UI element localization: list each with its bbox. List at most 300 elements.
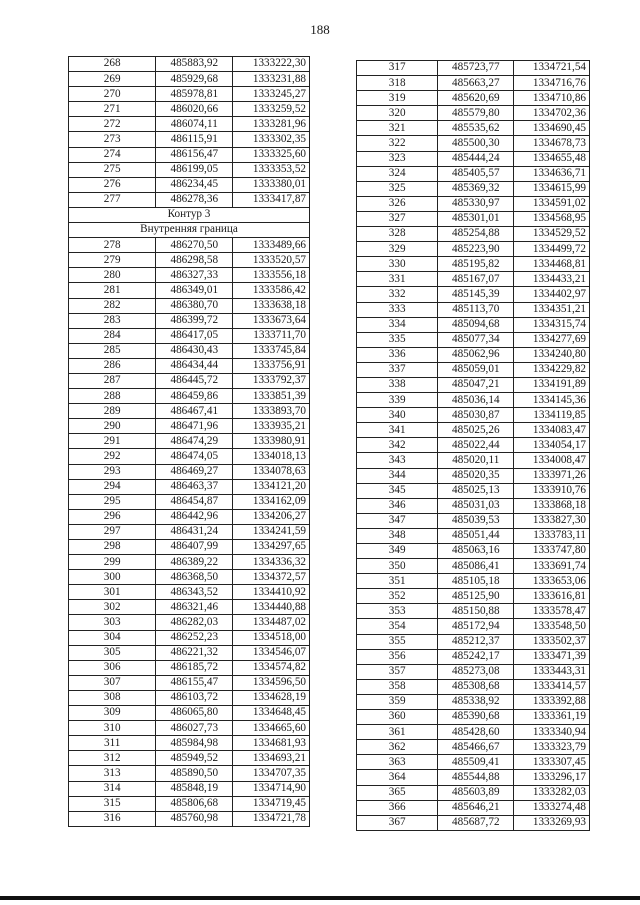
y-coordinate: 1334596,50 xyxy=(233,675,310,690)
point-number: 276 xyxy=(69,177,156,192)
x-coordinate: 485500,30 xyxy=(438,136,514,151)
point-number: 280 xyxy=(69,268,156,283)
table-row xyxy=(69,751,310,766)
x-coordinate: 485369,32 xyxy=(438,181,514,196)
y-coordinate: 1333556,18 xyxy=(233,268,310,283)
point-number: 335 xyxy=(357,332,438,347)
table-row xyxy=(357,227,590,242)
point-number: 345 xyxy=(357,483,438,498)
x-coordinate: 486298,58 xyxy=(156,253,233,268)
x-coordinate: 486155,47 xyxy=(156,675,233,690)
y-coordinate: 1334615,99 xyxy=(514,181,590,196)
table-row xyxy=(357,61,590,76)
table-row xyxy=(69,585,310,600)
x-coordinate: 485405,57 xyxy=(438,166,514,181)
x-coordinate: 486389,22 xyxy=(156,555,233,570)
table-row xyxy=(69,283,310,298)
y-coordinate: 1334008,47 xyxy=(514,453,590,468)
point-number: 277 xyxy=(69,192,156,207)
table-row xyxy=(357,453,590,468)
table-row xyxy=(357,91,590,106)
point-number: 273 xyxy=(69,132,156,147)
point-number: 348 xyxy=(357,528,438,543)
table-row xyxy=(69,87,310,102)
table-row xyxy=(357,544,590,559)
y-coordinate: 1334315,74 xyxy=(514,317,590,332)
table-row xyxy=(357,196,590,211)
y-coordinate: 1334468,81 xyxy=(514,257,590,272)
x-coordinate: 485025,13 xyxy=(438,483,514,498)
x-coordinate: 486467,41 xyxy=(156,404,233,419)
y-coordinate: 1333361,19 xyxy=(514,710,590,725)
table-row xyxy=(69,358,310,373)
point-number: 366 xyxy=(357,800,438,815)
y-coordinate: 1333471,39 xyxy=(514,649,590,664)
y-coordinate: 1334568,95 xyxy=(514,211,590,226)
x-coordinate: 485687,72 xyxy=(438,815,514,830)
table-row xyxy=(69,615,310,630)
y-coordinate: 1334336,32 xyxy=(233,555,310,570)
table-row xyxy=(69,570,310,585)
table-row xyxy=(357,800,590,815)
point-number: 330 xyxy=(357,257,438,272)
table-row xyxy=(357,317,590,332)
table-row xyxy=(69,555,310,570)
y-coordinate: 1334410,92 xyxy=(233,585,310,600)
y-coordinate: 1333325,60 xyxy=(233,147,310,162)
point-number: 319 xyxy=(357,91,438,106)
x-coordinate: 486270,50 xyxy=(156,238,233,253)
x-coordinate: 485150,88 xyxy=(438,604,514,619)
table-row xyxy=(69,57,310,72)
point-number: 320 xyxy=(357,106,438,121)
x-coordinate: 485338,92 xyxy=(438,694,514,709)
point-number: 337 xyxy=(357,362,438,377)
table-row xyxy=(357,694,590,709)
table-row xyxy=(357,347,590,362)
x-coordinate: 485535,62 xyxy=(438,121,514,136)
table-row xyxy=(69,268,310,283)
x-coordinate: 485036,14 xyxy=(438,393,514,408)
table-row xyxy=(357,287,590,302)
x-coordinate: 485031,03 xyxy=(438,498,514,513)
y-coordinate: 1334716,76 xyxy=(514,76,590,91)
y-coordinate: 1333392,88 xyxy=(514,694,590,709)
point-number: 271 xyxy=(69,102,156,117)
x-coordinate: 486321,46 xyxy=(156,600,233,615)
point-number: 342 xyxy=(357,438,438,453)
table-row xyxy=(357,76,590,91)
x-coordinate: 486252,23 xyxy=(156,630,233,645)
point-number: 336 xyxy=(357,347,438,362)
x-coordinate: 486074,11 xyxy=(156,117,233,132)
table-row xyxy=(357,740,590,755)
table-row xyxy=(357,710,590,725)
point-number: 331 xyxy=(357,272,438,287)
table-row xyxy=(357,136,590,151)
point-number: 305 xyxy=(69,645,156,660)
point-number: 272 xyxy=(69,117,156,132)
x-coordinate: 486115,91 xyxy=(156,132,233,147)
x-coordinate: 485039,53 xyxy=(438,513,514,528)
x-coordinate: 485273,08 xyxy=(438,664,514,679)
point-number: 362 xyxy=(357,740,438,755)
x-coordinate: 486199,05 xyxy=(156,162,233,177)
table-row xyxy=(357,377,590,392)
x-coordinate: 486027,73 xyxy=(156,721,233,736)
point-number: 301 xyxy=(69,585,156,600)
x-coordinate: 486349,01 xyxy=(156,283,233,298)
point-number: 314 xyxy=(69,781,156,796)
point-number: 344 xyxy=(357,468,438,483)
table-row xyxy=(357,604,590,619)
table-row xyxy=(357,483,590,498)
x-coordinate: 485883,92 xyxy=(156,57,233,72)
table-row xyxy=(69,690,310,705)
x-coordinate: 485063,16 xyxy=(438,544,514,559)
y-coordinate: 1334665,60 xyxy=(233,721,310,736)
table-row xyxy=(357,679,590,694)
y-coordinate: 1334229,82 xyxy=(514,362,590,377)
y-coordinate: 1333756,91 xyxy=(233,358,310,373)
x-coordinate: 486442,96 xyxy=(156,509,233,524)
x-coordinate: 486474,05 xyxy=(156,449,233,464)
point-number: 323 xyxy=(357,151,438,166)
table-row xyxy=(69,660,310,675)
table-row xyxy=(69,706,310,721)
x-coordinate: 486459,86 xyxy=(156,389,233,404)
x-coordinate: 485105,18 xyxy=(438,574,514,589)
table-row xyxy=(357,438,590,453)
section-header: Внутренняя граница xyxy=(69,223,310,238)
table-row xyxy=(69,177,310,192)
table-row xyxy=(357,770,590,785)
x-coordinate: 485509,41 xyxy=(438,755,514,770)
x-coordinate: 485047,21 xyxy=(438,377,514,392)
x-coordinate: 486474,29 xyxy=(156,434,233,449)
table-row xyxy=(357,408,590,423)
x-coordinate: 486065,80 xyxy=(156,706,233,721)
x-coordinate: 486445,72 xyxy=(156,373,233,388)
x-coordinate: 486399,72 xyxy=(156,313,233,328)
x-coordinate: 485579,80 xyxy=(438,106,514,121)
table-row xyxy=(69,389,310,404)
section-header-row xyxy=(69,207,310,222)
y-coordinate: 1333269,93 xyxy=(514,815,590,830)
y-coordinate: 1333281,96 xyxy=(233,117,310,132)
x-coordinate: 485172,94 xyxy=(438,619,514,634)
y-coordinate: 1333980,91 xyxy=(233,434,310,449)
x-coordinate: 485167,07 xyxy=(438,272,514,287)
point-number: 333 xyxy=(357,302,438,317)
table-row xyxy=(69,630,310,645)
point-number: 347 xyxy=(357,513,438,528)
x-coordinate: 485646,21 xyxy=(438,800,514,815)
x-coordinate: 486103,72 xyxy=(156,690,233,705)
y-coordinate: 1334145,36 xyxy=(514,393,590,408)
table-row xyxy=(69,192,310,207)
x-coordinate: 486430,43 xyxy=(156,343,233,358)
x-coordinate: 486156,47 xyxy=(156,147,233,162)
y-coordinate: 1334499,72 xyxy=(514,242,590,257)
point-number: 353 xyxy=(357,604,438,619)
y-coordinate: 1334721,54 xyxy=(514,61,590,76)
x-coordinate: 486380,70 xyxy=(156,298,233,313)
point-number: 338 xyxy=(357,377,438,392)
table-row xyxy=(69,419,310,434)
y-coordinate: 1334636,71 xyxy=(514,166,590,181)
point-number: 316 xyxy=(69,811,156,826)
table-row xyxy=(357,619,590,634)
table-row xyxy=(357,423,590,438)
table-row xyxy=(69,766,310,781)
y-coordinate: 1333274,48 xyxy=(514,800,590,815)
point-number: 312 xyxy=(69,751,156,766)
table-row xyxy=(69,373,310,388)
section-header-row xyxy=(69,223,310,238)
x-coordinate: 485094,68 xyxy=(438,317,514,332)
table-row xyxy=(69,540,310,555)
point-number: 285 xyxy=(69,343,156,358)
x-coordinate: 486471,96 xyxy=(156,419,233,434)
table-row xyxy=(357,574,590,589)
y-coordinate: 1333578,47 xyxy=(514,604,590,619)
point-number: 359 xyxy=(357,694,438,709)
table-row xyxy=(69,796,310,811)
x-coordinate: 485984,98 xyxy=(156,736,233,751)
y-coordinate: 1333417,87 xyxy=(233,192,310,207)
point-number: 364 xyxy=(357,770,438,785)
point-number: 306 xyxy=(69,660,156,675)
y-coordinate: 1333827,30 xyxy=(514,513,590,528)
x-coordinate: 485025,26 xyxy=(438,423,514,438)
x-coordinate: 485620,69 xyxy=(438,91,514,106)
y-coordinate: 1334078,63 xyxy=(233,464,310,479)
table-row xyxy=(69,162,310,177)
y-coordinate: 1334240,80 xyxy=(514,347,590,362)
table-row xyxy=(69,464,310,479)
x-coordinate: 486417,05 xyxy=(156,328,233,343)
x-coordinate: 485051,44 xyxy=(438,528,514,543)
y-coordinate: 1333245,27 xyxy=(233,87,310,102)
table-row xyxy=(357,468,590,483)
y-coordinate: 1333783,11 xyxy=(514,528,590,543)
y-coordinate: 1333893,70 xyxy=(233,404,310,419)
coordinates-table-right xyxy=(356,60,590,831)
table-row xyxy=(69,328,310,343)
y-coordinate: 1333971,26 xyxy=(514,468,590,483)
point-number: 343 xyxy=(357,453,438,468)
table-row xyxy=(357,211,590,226)
table-row xyxy=(357,785,590,800)
x-coordinate: 486234,45 xyxy=(156,177,233,192)
y-coordinate: 1333691,74 xyxy=(514,559,590,574)
x-coordinate: 486343,52 xyxy=(156,585,233,600)
point-number: 367 xyxy=(357,815,438,830)
y-coordinate: 1333638,18 xyxy=(233,298,310,313)
table-row xyxy=(69,449,310,464)
point-number: 354 xyxy=(357,619,438,634)
x-coordinate: 486185,72 xyxy=(156,660,233,675)
y-coordinate: 1334719,45 xyxy=(233,796,310,811)
y-coordinate: 1334119,85 xyxy=(514,408,590,423)
coordinates-table-left xyxy=(68,56,310,827)
y-coordinate: 1334721,78 xyxy=(233,811,310,826)
y-coordinate: 1333489,66 xyxy=(233,238,310,253)
table-row xyxy=(69,132,310,147)
y-coordinate: 1334710,86 xyxy=(514,91,590,106)
x-coordinate: 486327,33 xyxy=(156,268,233,283)
table-row xyxy=(357,272,590,287)
y-coordinate: 1333747,80 xyxy=(514,544,590,559)
y-coordinate: 1334351,21 xyxy=(514,302,590,317)
point-number: 279 xyxy=(69,253,156,268)
y-coordinate: 1334440,88 xyxy=(233,600,310,615)
section-header: Контур 3 xyxy=(69,207,310,222)
table-row xyxy=(69,811,310,826)
table-row xyxy=(69,675,310,690)
table-row xyxy=(357,649,590,664)
point-number: 274 xyxy=(69,147,156,162)
point-number: 289 xyxy=(69,404,156,419)
table-row xyxy=(357,121,590,136)
point-number: 355 xyxy=(357,634,438,649)
table-row xyxy=(357,302,590,317)
x-coordinate: 485113,70 xyxy=(438,302,514,317)
table-row xyxy=(69,343,310,358)
y-coordinate: 1333414,57 xyxy=(514,679,590,694)
y-coordinate: 1333586,42 xyxy=(233,283,310,298)
table-row xyxy=(69,645,310,660)
table-row xyxy=(357,181,590,196)
y-coordinate: 1333296,17 xyxy=(514,770,590,785)
table-row xyxy=(357,664,590,679)
x-coordinate: 485723,77 xyxy=(438,61,514,76)
point-number: 293 xyxy=(69,464,156,479)
table-row xyxy=(69,494,310,509)
point-number: 287 xyxy=(69,373,156,388)
table-row xyxy=(69,479,310,494)
table-row xyxy=(69,313,310,328)
x-coordinate: 485145,39 xyxy=(438,287,514,302)
point-number: 326 xyxy=(357,196,438,211)
y-coordinate: 1333673,64 xyxy=(233,313,310,328)
y-coordinate: 1334018,13 xyxy=(233,449,310,464)
point-number: 269 xyxy=(69,72,156,87)
point-number: 310 xyxy=(69,721,156,736)
point-number: 300 xyxy=(69,570,156,585)
y-coordinate: 1334206,27 xyxy=(233,509,310,524)
y-coordinate: 1333323,79 xyxy=(514,740,590,755)
y-coordinate: 1334648,45 xyxy=(233,706,310,721)
x-coordinate: 485603,89 xyxy=(438,785,514,800)
y-coordinate: 1334297,65 xyxy=(233,540,310,555)
y-coordinate: 1333222,30 xyxy=(233,57,310,72)
point-number: 296 xyxy=(69,509,156,524)
x-coordinate: 485663,27 xyxy=(438,76,514,91)
y-coordinate: 1333653,06 xyxy=(514,574,590,589)
table-row xyxy=(357,393,590,408)
point-number: 365 xyxy=(357,785,438,800)
point-number: 321 xyxy=(357,121,438,136)
y-coordinate: 1334518,00 xyxy=(233,630,310,645)
point-number: 360 xyxy=(357,710,438,725)
y-coordinate: 1334546,07 xyxy=(233,645,310,660)
x-coordinate: 486469,27 xyxy=(156,464,233,479)
table-row xyxy=(357,151,590,166)
table-row xyxy=(357,332,590,347)
point-number: 350 xyxy=(357,559,438,574)
table-row xyxy=(357,242,590,257)
point-number: 291 xyxy=(69,434,156,449)
x-coordinate: 486221,32 xyxy=(156,645,233,660)
y-coordinate: 1333616,81 xyxy=(514,589,590,604)
table-row xyxy=(357,815,590,830)
table-row xyxy=(69,102,310,117)
table-row xyxy=(69,509,310,524)
x-coordinate: 485848,19 xyxy=(156,781,233,796)
x-coordinate: 485330,97 xyxy=(438,196,514,211)
x-coordinate: 486463,37 xyxy=(156,479,233,494)
x-coordinate: 485390,68 xyxy=(438,710,514,725)
x-coordinate: 485242,17 xyxy=(438,649,514,664)
table-row xyxy=(69,404,310,419)
point-number: 313 xyxy=(69,766,156,781)
point-number: 363 xyxy=(357,755,438,770)
y-coordinate: 1333502,37 xyxy=(514,634,590,649)
x-coordinate: 485929,68 xyxy=(156,72,233,87)
table-row xyxy=(69,721,310,736)
table-row xyxy=(69,72,310,87)
point-number: 299 xyxy=(69,555,156,570)
y-coordinate: 1334402,97 xyxy=(514,287,590,302)
x-coordinate: 485125,90 xyxy=(438,589,514,604)
y-coordinate: 1334241,59 xyxy=(233,524,310,539)
table-row xyxy=(357,559,590,574)
point-number: 356 xyxy=(357,649,438,664)
y-coordinate: 1333910,76 xyxy=(514,483,590,498)
point-number: 317 xyxy=(357,61,438,76)
table-row xyxy=(69,147,310,162)
x-coordinate: 485890,50 xyxy=(156,766,233,781)
table-row xyxy=(69,524,310,539)
y-coordinate: 1333231,88 xyxy=(233,72,310,87)
y-coordinate: 1334372,57 xyxy=(233,570,310,585)
point-number: 298 xyxy=(69,540,156,555)
x-coordinate: 486282,03 xyxy=(156,615,233,630)
table-row xyxy=(69,253,310,268)
x-coordinate: 486431,24 xyxy=(156,524,233,539)
x-coordinate: 485062,96 xyxy=(438,347,514,362)
x-coordinate: 485544,88 xyxy=(438,770,514,785)
y-coordinate: 1334714,90 xyxy=(233,781,310,796)
x-coordinate: 485212,37 xyxy=(438,634,514,649)
table-row xyxy=(357,513,590,528)
x-coordinate: 485195,82 xyxy=(438,257,514,272)
x-coordinate: 485308,68 xyxy=(438,679,514,694)
x-coordinate: 485466,67 xyxy=(438,740,514,755)
point-number: 315 xyxy=(69,796,156,811)
point-number: 352 xyxy=(357,589,438,604)
point-number: 297 xyxy=(69,524,156,539)
y-coordinate: 1333792,37 xyxy=(233,373,310,388)
table-row xyxy=(69,117,310,132)
point-number: 290 xyxy=(69,419,156,434)
page-number: 188 xyxy=(310,22,330,37)
x-coordinate: 485760,98 xyxy=(156,811,233,826)
y-coordinate: 1333380,01 xyxy=(233,177,310,192)
point-number: 327 xyxy=(357,211,438,226)
